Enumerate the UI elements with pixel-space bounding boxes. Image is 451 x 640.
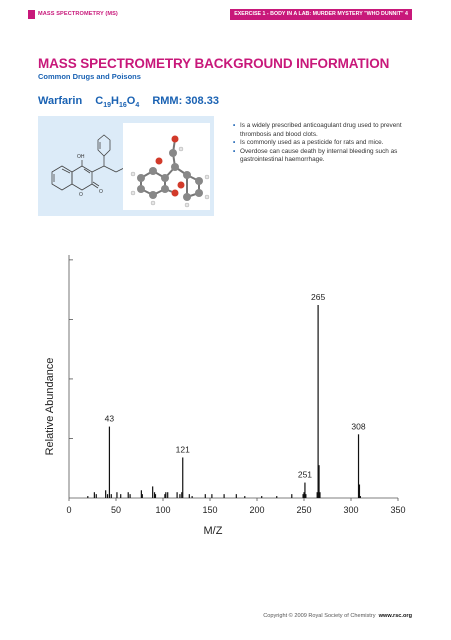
drug-fact-item: • Is commonly used as a pesticide for rats and mice. xyxy=(233,139,418,148)
peak-label: 121 xyxy=(175,444,190,455)
chart-axes xyxy=(69,255,398,498)
copyright-text: Copyright © 2009 Royal Society of Chemistry xyxy=(263,613,376,619)
page-title: MASS SPECTROMETRY BACKGROUND INFORMATION xyxy=(38,56,390,71)
drug-heading xyxy=(38,95,219,109)
header-marker xyxy=(28,10,35,19)
peak-label: 43 xyxy=(104,413,115,424)
ball-and-stick-model xyxy=(123,123,210,210)
structure-panel xyxy=(38,116,214,216)
chart-peak-labels xyxy=(105,292,366,480)
drug-fact-item: • Overdose can cause death by internal bleeding such as gastrointestinal haemorrhage. xyxy=(233,148,418,165)
footer-link[interactable]: www.rsc.org xyxy=(378,613,412,619)
drug-formula: $C_{19}H_{16}O_4$ xyxy=(95,95,140,110)
x-tick-label: 50 xyxy=(110,505,122,515)
peak-label: 308 xyxy=(351,421,366,432)
carbonyl-oxygen-label: O xyxy=(99,189,103,195)
header-exercise-label: EXERCISE 1 - BODY IN A LAB: MURDER MYSTERY "WHO DUNNIT" 4 xyxy=(230,9,412,20)
mass-spectrum-chart xyxy=(0,250,451,542)
chart-peaks xyxy=(88,305,361,498)
page-subtitle: Common Drugs and Poisons xyxy=(38,72,141,81)
x-tick-label: 200 xyxy=(249,505,265,515)
x-tick-label: 350 xyxy=(390,505,406,515)
drug-fact-item: • Is a widely prescribed anticoagulant drug used to prevent thrombosis and blood clots. xyxy=(233,122,418,139)
header-section-label: MASS SPECTROMETRY (MS) xyxy=(38,11,118,17)
drug-rmm: RMM: 308.33 xyxy=(152,95,219,107)
x-tick-label: 0 xyxy=(66,505,72,515)
peak-label: 251 xyxy=(297,469,313,480)
chart-ticks xyxy=(66,498,405,515)
drug-name: Warfarin xyxy=(38,95,83,107)
peak-label: 265 xyxy=(311,292,326,302)
x-axis-label: M/Z xyxy=(203,525,223,537)
oh-label: OH xyxy=(77,154,85,160)
y-axis-label: Relative Abundance xyxy=(44,357,56,456)
ketone-oxygen-label: O xyxy=(126,150,130,156)
x-tick-label: 150 xyxy=(202,505,218,515)
x-tick-label: 100 xyxy=(155,505,171,515)
footer xyxy=(263,613,412,619)
x-tick-label: 250 xyxy=(296,505,312,515)
x-tick-label: 300 xyxy=(343,505,359,515)
ring-oxygen-label: O xyxy=(79,192,83,198)
drug-facts-list xyxy=(233,122,418,165)
